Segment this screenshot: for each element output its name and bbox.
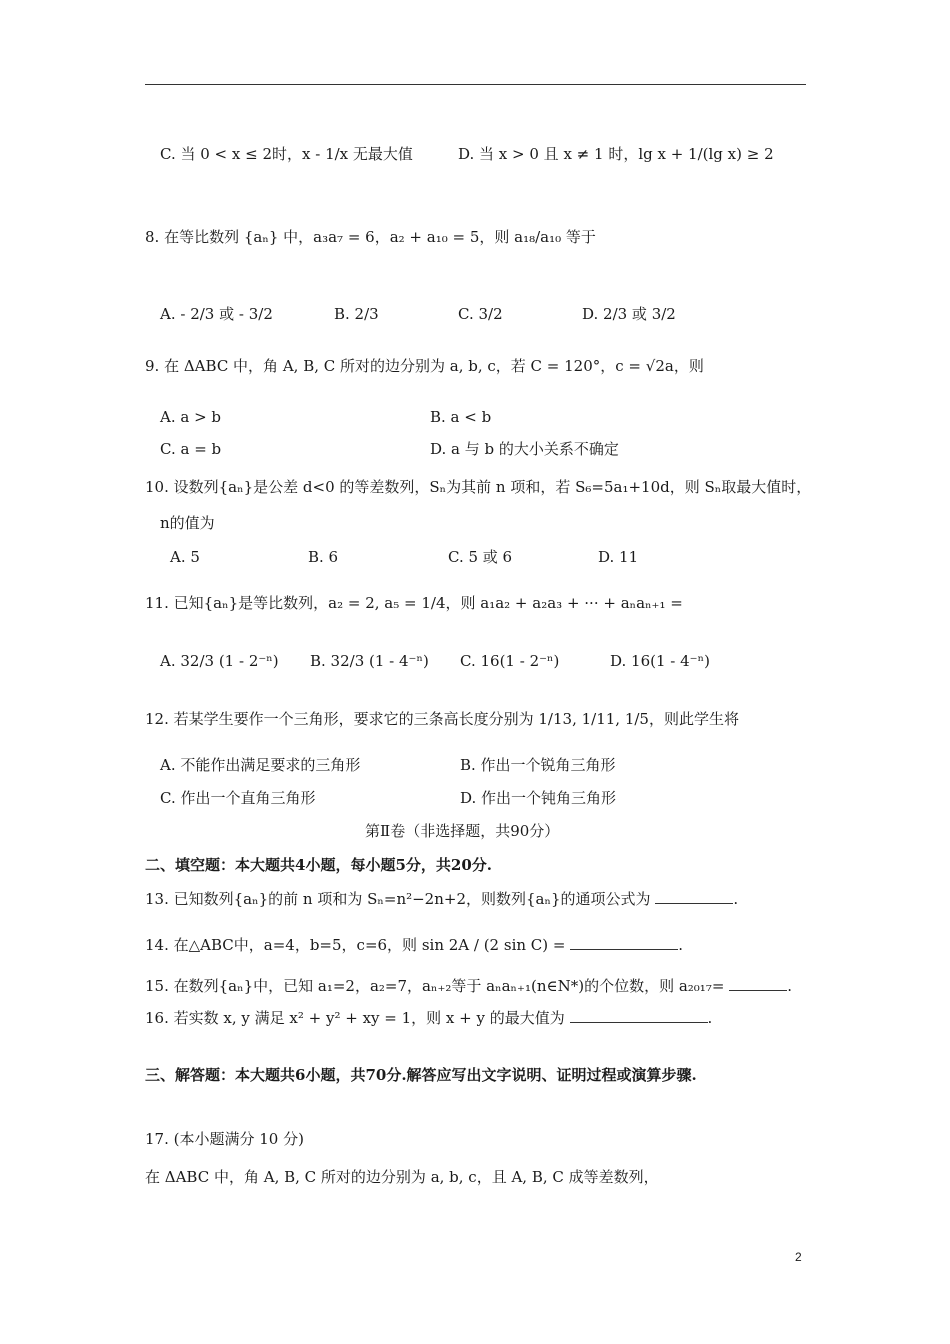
- q11-option-c: C. 16(1 - 2⁻ⁿ): [460, 652, 560, 670]
- q11-option-d: D. 16(1 - 4⁻ⁿ): [610, 652, 710, 670]
- page-number: 2: [795, 1250, 802, 1264]
- q8-stem: 8. 在等比数列 {aₙ} 中，a₃a₇ = 6，a₂ + a₁₀ = 5，则 a₁₈/a₁₀ 等于: [145, 228, 596, 246]
- q16-line: 16. 若实数 x, y 满足 x² + y² + xy = 1，则 x + y 的最大值为 .: [145, 1009, 713, 1027]
- q8-option-c: C. 3/2: [458, 305, 503, 323]
- q8-option-a: A. - 2/3 或 - 3/2: [160, 305, 273, 323]
- q9-option-b: B. a < b: [430, 408, 492, 426]
- q9-option-a: A. a > b: [160, 408, 222, 426]
- q13-line: 13. 已知数列{aₙ}的前 n 项和为 Sₙ=n²−2n+2，则数列{aₙ}的通项公式为 .: [145, 890, 739, 908]
- q11-stem: 11. 已知{aₙ}是等比数列，a₂ = 2, a₅ = 1/4，则 a₁a₂ + a₂a₃ + ··· + aₙaₙ₊₁ =: [145, 594, 683, 612]
- header-rule: [145, 84, 806, 85]
- q8-option-d: D. 2/3 或 3/2: [582, 305, 676, 323]
- q10-option-d: D. 11: [598, 548, 639, 566]
- q10-stem-cont: n的值为: [160, 514, 215, 532]
- q10-stem: 10. 设数列{aₙ}是公差 d<0 的等差数列，Sₙ为其前 n 项和，若 S₆=5a₁+10d，则 Sₙ取最大值时，: [145, 478, 812, 496]
- q15-answer-blank[interactable]: [729, 976, 787, 991]
- q14-text: 14. 在△ABC中，a=4，b=5，c=6，则 sin 2A / (2 sin C) =: [145, 936, 566, 954]
- q11-option-a: A. 32/3 (1 - 2⁻ⁿ): [160, 652, 279, 670]
- q7-option-d: D. 当 x > 0 且 x ≠ 1 时，lg x + 1/(lg x) ≥ 2: [458, 145, 774, 163]
- part2-title: 第Ⅱ卷（非选择题，共90分）: [365, 822, 560, 840]
- q10-option-b: B. 6: [308, 548, 339, 566]
- q15-text: 15. 在数列{aₙ}中，已知 a₁=2，a₂=7，aₙ₊₂等于 aₙaₙ₊₁(n∈N*)的个位数，则 a₂₀₁₇=: [145, 977, 725, 995]
- q16-text: 16. 若实数 x, y 满足 x² + y² + xy = 1，则 x + y 的最大值为: [145, 1009, 565, 1027]
- q11-option-b: B. 32/3 (1 - 4⁻ⁿ): [310, 652, 429, 670]
- q9-stem: 9. 在 ΔABC 中，角 A, B, C 所对的边分别为 a, b, c，若 C = 120°，c = √2a，则: [145, 357, 704, 375]
- section3-heading: 三、解答题：本大题共6小题，共70分.解答应写出文字说明、证明过程或演算步骤.: [145, 1066, 697, 1084]
- q13-text: 13. 已知数列{aₙ}的前 n 项和为 Sₙ=n²−2n+2，则数列{aₙ}的通项公式为: [145, 890, 651, 908]
- section2-heading: 二、填空题：本大题共4小题，每小题5分，共20分.: [145, 856, 492, 874]
- q15-line: 15. 在数列{aₙ}中，已知 a₁=2，a₂=7，aₙ₊₂等于 aₙaₙ₊₁(n∈N*)的个位数，则 a₂₀₁₇= .: [145, 977, 792, 995]
- q17-stem: 在 ΔABC 中，角 A, B, C 所对的边分别为 a, b, c，且 A, B, C 成等差数列，: [145, 1168, 659, 1186]
- q12-option-d: D. 作出一个钝角三角形: [460, 789, 617, 807]
- q9-option-d: D. a 与 b 的大小关系不确定: [430, 440, 619, 458]
- q8-option-b: B. 2/3: [334, 305, 379, 323]
- q9-option-c: C. a = b: [160, 440, 222, 458]
- q12-option-b: B. 作出一个锐角三角形: [460, 756, 616, 774]
- q10-option-a: A. 5: [170, 548, 200, 566]
- q12-option-a: A. 不能作出满足要求的三角形: [160, 756, 361, 774]
- q13-answer-blank[interactable]: [655, 889, 733, 904]
- q16-answer-blank[interactable]: [570, 1008, 708, 1023]
- q12-stem: 12. 若某学生要作一个三角形，要求它的三条高长度分别为 1/13, 1/11, 1/5，则此学生将: [145, 710, 739, 728]
- q7-option-c: C. 当 0 < x ≤ 2时，x - 1/x 无最大值: [160, 145, 413, 163]
- q12-option-c: C. 作出一个直角三角形: [160, 789, 316, 807]
- q10-option-c: C. 5 或 6: [448, 548, 513, 566]
- q14-line: 14. 在△ABC中，a=4，b=5，c=6，则 sin 2A / (2 sin C) = .: [145, 936, 684, 954]
- q14-answer-blank[interactable]: [570, 935, 678, 950]
- q17-heading: 17. (本小题满分 10 分): [145, 1130, 304, 1148]
